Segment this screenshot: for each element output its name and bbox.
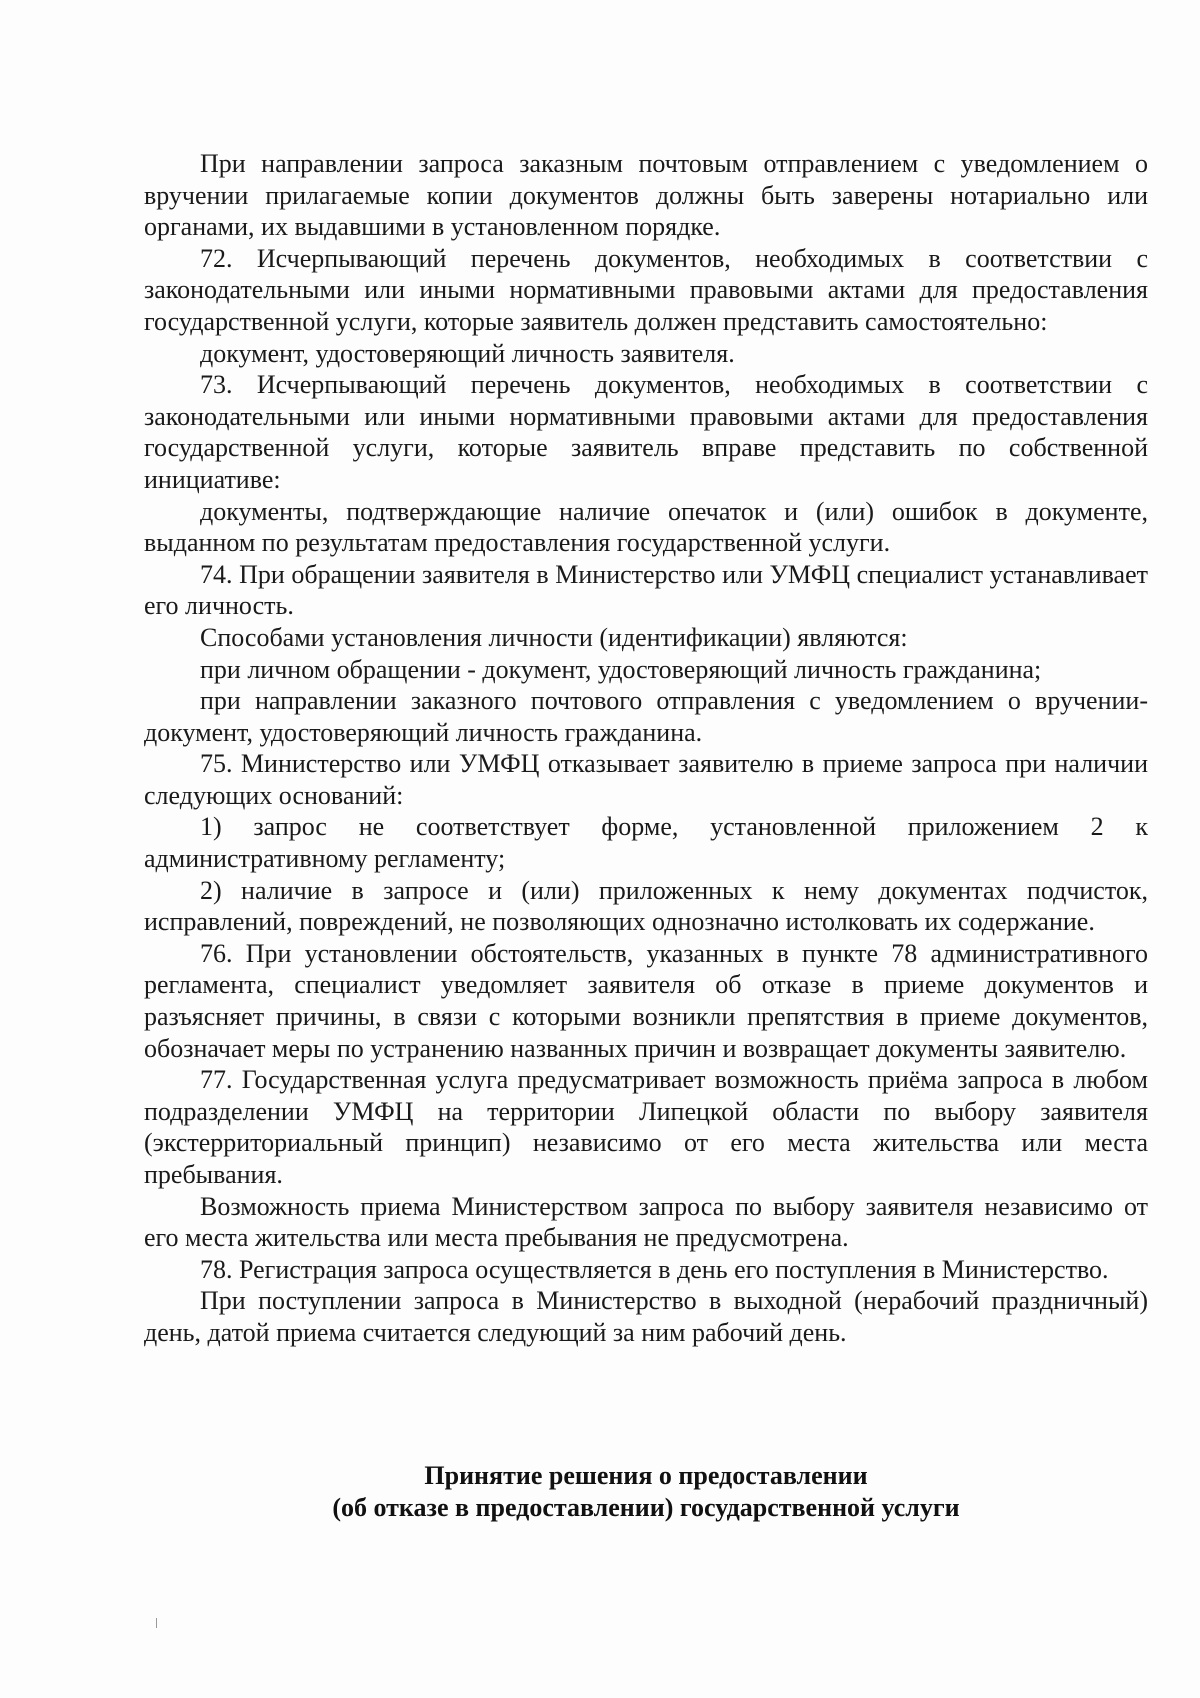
- paragraph-74-postal: при направлении заказного почтового отправления с уведомлением о вручении-документ, удостоверяющий личность гражданина.: [144, 686, 1148, 747]
- section-heading: [144, 1460, 1148, 1524]
- paragraph-75-item-2: 2) наличие в запросе и (или) приложенных к нему документах подчисток, исправлений, повреждений, не позволяющих однозначно истолковать их содержание.: [144, 875, 1148, 937]
- scan-artifact-mark: [156, 1618, 157, 1628]
- paragraph-74-methods: Способами установления личности (идентификации) являются:: [200, 622, 908, 652]
- paragraph-73: 73. Исчерпывающий перечень документов, необходимых в соответствии с законодательными или иными нормативными правовыми актами для предоставления государственной услуги, которые заявитель вправе представить по собственной инициативе:: [144, 370, 1148, 494]
- paragraph-78-holiday: При поступлении запроса в Министерство в выходной (нерабочий праздничный) день, датой приема считается следующий за ним рабочий день.: [144, 1286, 1148, 1347]
- paragraph-75: 75. Министерство или УМФЦ отказывает заявителю в приеме запроса при наличии следующих оснований:: [144, 749, 1148, 810]
- paragraph-74: 74. При обращении заявителя в Министерство или УМФЦ специалист устанавливает его личность.: [144, 559, 1148, 621]
- paragraph-76: 76. При установлении обстоятельств, указанных в пункте 78 административного регламента, специалист уведомляет заявителя об отказе в приеме документов и разъясняет причины, в связи с которыми возникли препятствия в приеме документов, обозначает меры по устранению названных причин и возвращает документы заявителю.: [144, 938, 1148, 1063]
- paragraph-77-ministry: Возможность приема Министерством запроса по выбору заявителя независимо от его места жительства или места пребывания не предусмотрена.: [144, 1191, 1148, 1253]
- paragraph-72: 72. Исчерпывающий перечень документов, необходимых в соответствии с законодательными или иными нормативными правовыми актами для предоставления государственной услуги, которые заявитель должен представить самостоятельно:: [144, 243, 1148, 336]
- body-text: [144, 148, 1148, 1349]
- paragraph-74-personal: при личном обращении - документ, удостоверяющий личность гражданина;: [200, 654, 1042, 684]
- paragraph-intro: При направлении запроса заказным почтовым отправлением с уведомлением о вручении прилагаемые копии документов должны быть заверены нотариально или органами, их выдавшими в установленном порядке.: [144, 149, 1148, 242]
- paragraph-73-item: документы, подтверждающие наличие опечаток и (или) ошибок в документе, выданном по результатам предоставления государственной услуги.: [144, 496, 1148, 558]
- section-heading-line-1: Принятие решения о предоставлении: [424, 1461, 868, 1490]
- paragraph-78: 78. Регистрация запроса осуществляется в день его поступления в Министерство.: [200, 1254, 1109, 1284]
- section-heading-line-2: (об отказе в предоставлении) государственной услуги: [332, 1493, 960, 1522]
- paragraph-77: 77. Государственная услуга предусматривает возможность приёма запроса в любом подразделении УМФЦ на территории Липецкой области по выбору заявителя (экстерриториальный принцип) независимо от его места жительства или места пребывания.: [144, 1065, 1148, 1189]
- paragraph-75-item-1: 1) запрос не соответствует форме, установленной приложением 2 к административному регламенту;: [144, 812, 1148, 874]
- paragraph-72-item: документ, удостоверяющий личность заявителя.: [200, 338, 735, 368]
